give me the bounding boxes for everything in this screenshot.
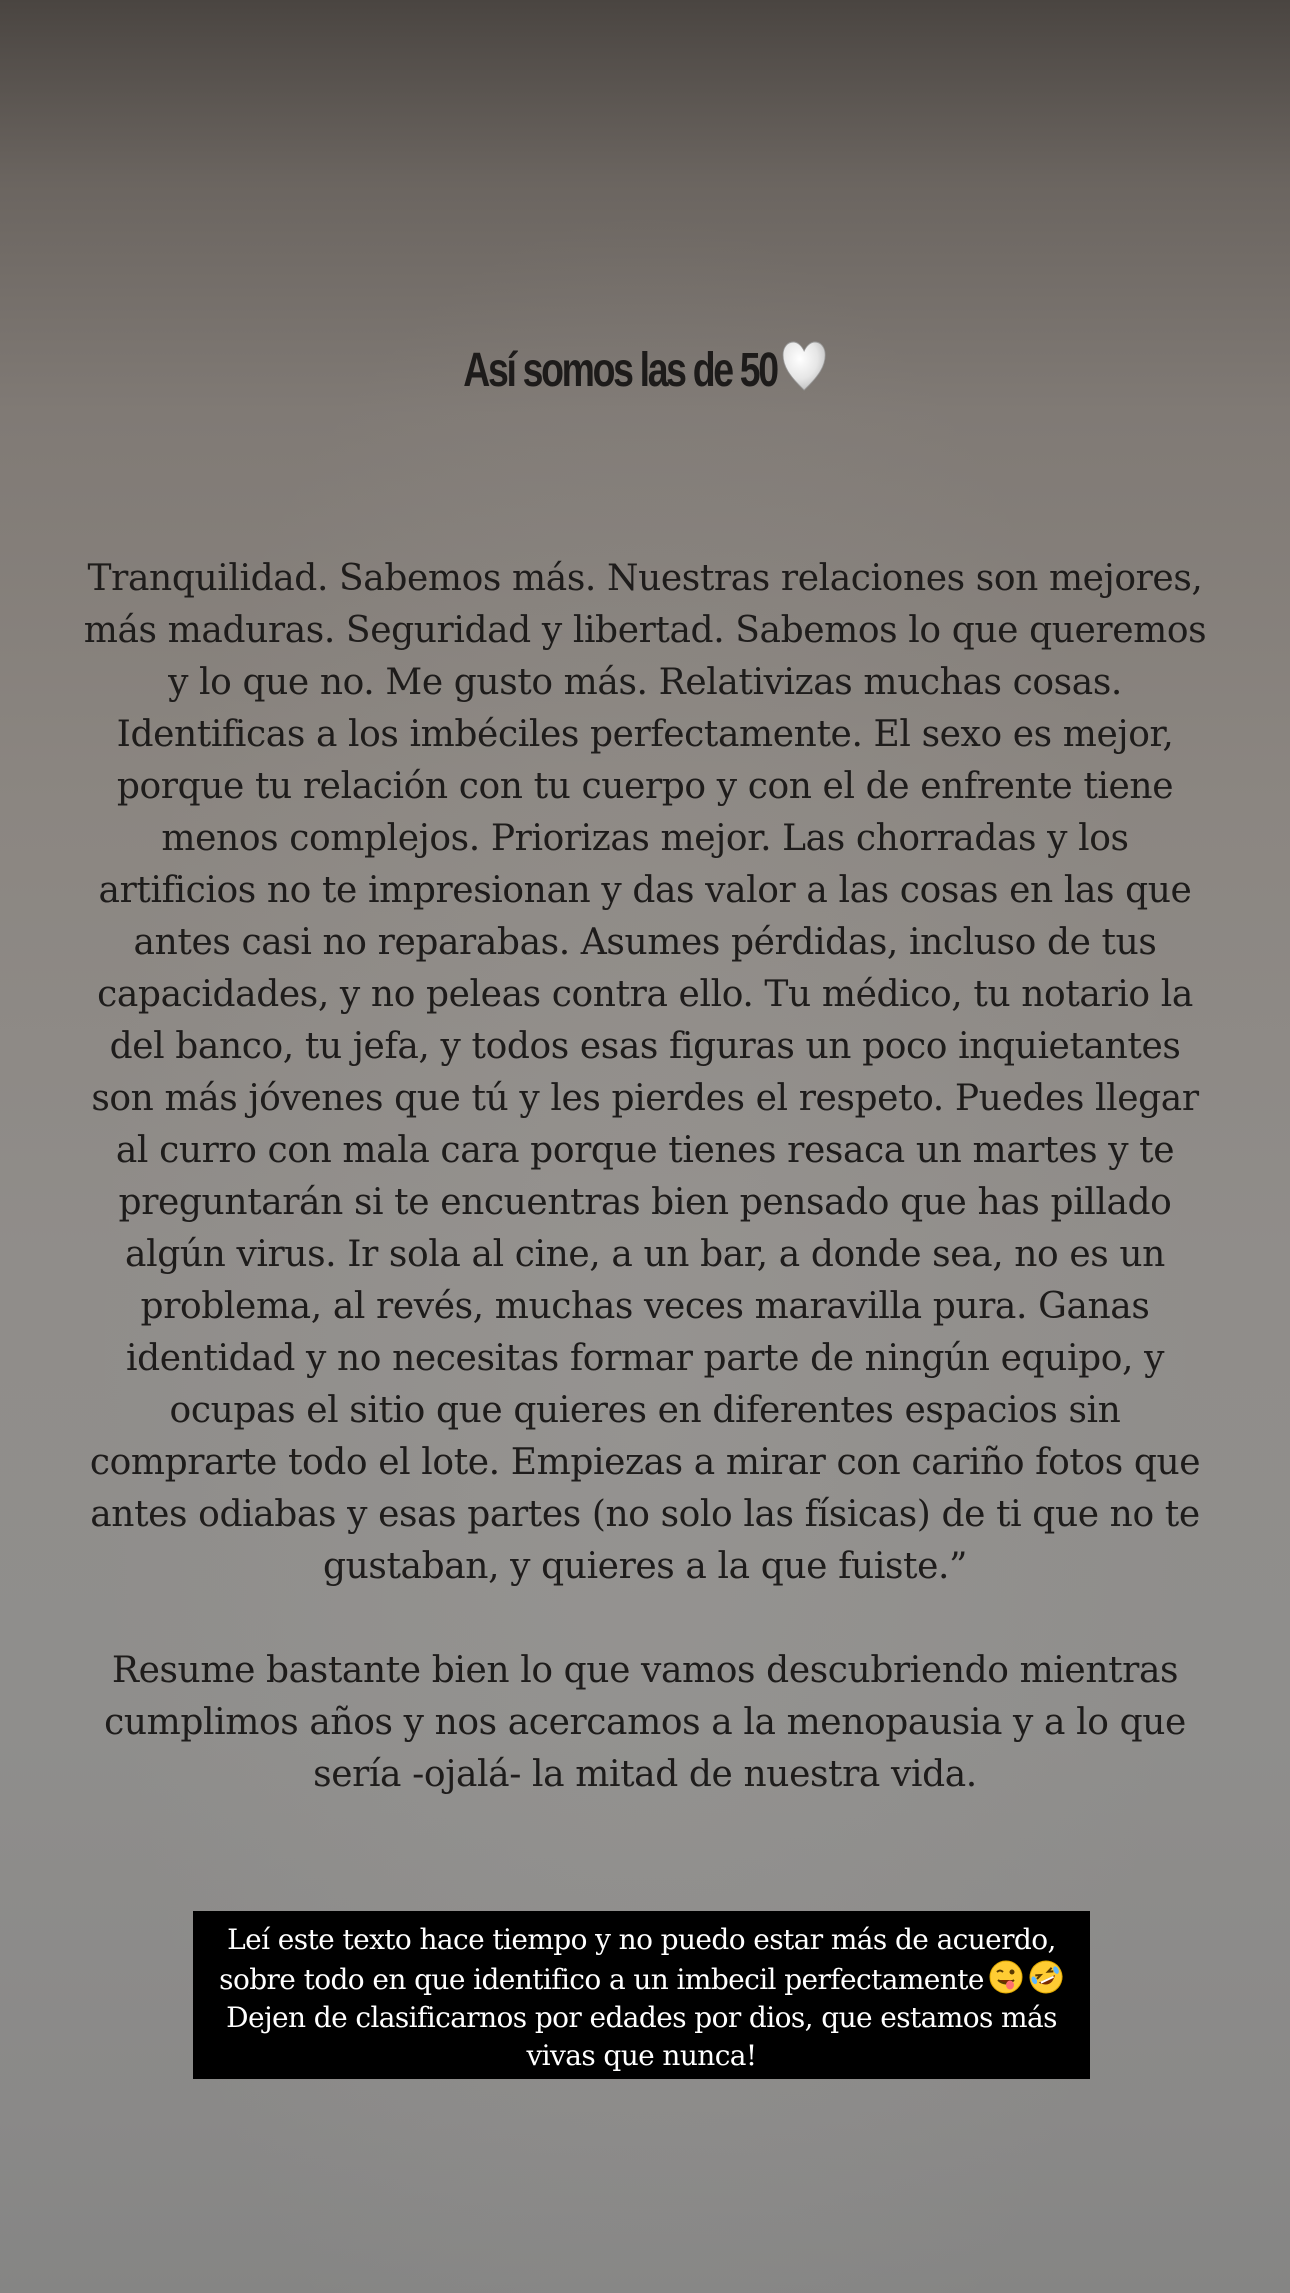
summary-line: cumplimos años y nos acercamos a la menopausia y a lo que — [104, 1702, 1186, 1743]
body-line: menos complejos. Priorizas mejor. Las chorradas y los — [161, 818, 1129, 859]
caption-line: sobre todo en que identifico a un imbecil perfectamente — [219, 1963, 984, 1996]
body-line: al curro con mala cara porque tienes resaca un martes y te — [115, 1130, 1175, 1171]
body-line: porque tu relación con tu cuerpo y con el de enfrente tiene — [116, 766, 1174, 807]
body-line: Tranquilidad. Sabemos más. Nuestras relaciones son mejores, — [87, 558, 1203, 599]
caption-line: Dejen de clasificarnos por edades por dios, que estamos más — [226, 2001, 1057, 2034]
story-title — [142, 340, 1148, 398]
caption-line: vivas que nunca! — [526, 2039, 757, 2072]
winking-face-with-tongue-icon — [988, 1959, 1024, 1995]
caption-line: Leí este texto hace tiempo y no puedo estar más de acuerdo, — [227, 1923, 1056, 1956]
body-line: antes odiabas y esas partes (no solo las físicas) de ti que no te — [90, 1494, 1200, 1535]
body-line: algún virus. Ir sola al cine, a un bar, a donde sea, no es un — [125, 1234, 1165, 1275]
body-line: problema, al revés, muchas veces maravilla pura. Ganas — [140, 1286, 1150, 1327]
body-line: comprarte todo el lote. Empiezas a mirar con cariño fotos que — [89, 1442, 1201, 1483]
body-line: del banco, tu jefa, y todos esas figuras un poco inquietantes — [109, 1026, 1181, 1067]
body-line: preguntarán si te encuentras bien pensado que has pillado — [118, 1182, 1172, 1223]
body-line: son más jóvenes que tú y les pierdes el respeto. Puedes llegar — [91, 1078, 1199, 1119]
caption-box — [193, 1911, 1090, 2079]
summary-line: sería -ojalá- la mitad de nuestra vida. — [313, 1754, 977, 1795]
title-text: Así somos las de 50 — [463, 344, 777, 397]
body-line: capacidades, y no peleas contra ello. Tu médico, tu notario la — [97, 974, 1193, 1015]
body-line: identidad y no necesitas formar parte de ningún equipo, y — [125, 1338, 1165, 1379]
rolling-on-floor-laughing-icon — [1028, 1959, 1064, 1995]
body-line: antes casi no reparabas. Asumes pérdidas, incluso de tus — [133, 922, 1157, 963]
body-line: y lo que no. Me gusto más. Relativizas muchas cosas. — [168, 662, 1122, 703]
body-line: artificios no te impresionan y das valor a las cosas en las que — [98, 870, 1192, 911]
story-body — [60, 553, 1230, 1593]
summary-line: Resume bastante bien lo que vamos descubriendo mientras — [111, 1650, 1179, 1691]
body-line: ocupas el sitio que quieres en diferentes espacios sin — [169, 1390, 1121, 1431]
white-heart-icon — [781, 340, 826, 394]
body-line: Identificas a los imbéciles perfectamente. El sexo es mejor, — [116, 714, 1174, 755]
caption-line-with-emojis — [207, 1959, 1076, 1999]
story-summary — [60, 1645, 1230, 1801]
body-line: más maduras. Seguridad y libertad. Sabemos lo que queremos — [83, 610, 1207, 651]
body-line: gustaban, y quieres a la que fuiste.” — [322, 1546, 968, 1587]
